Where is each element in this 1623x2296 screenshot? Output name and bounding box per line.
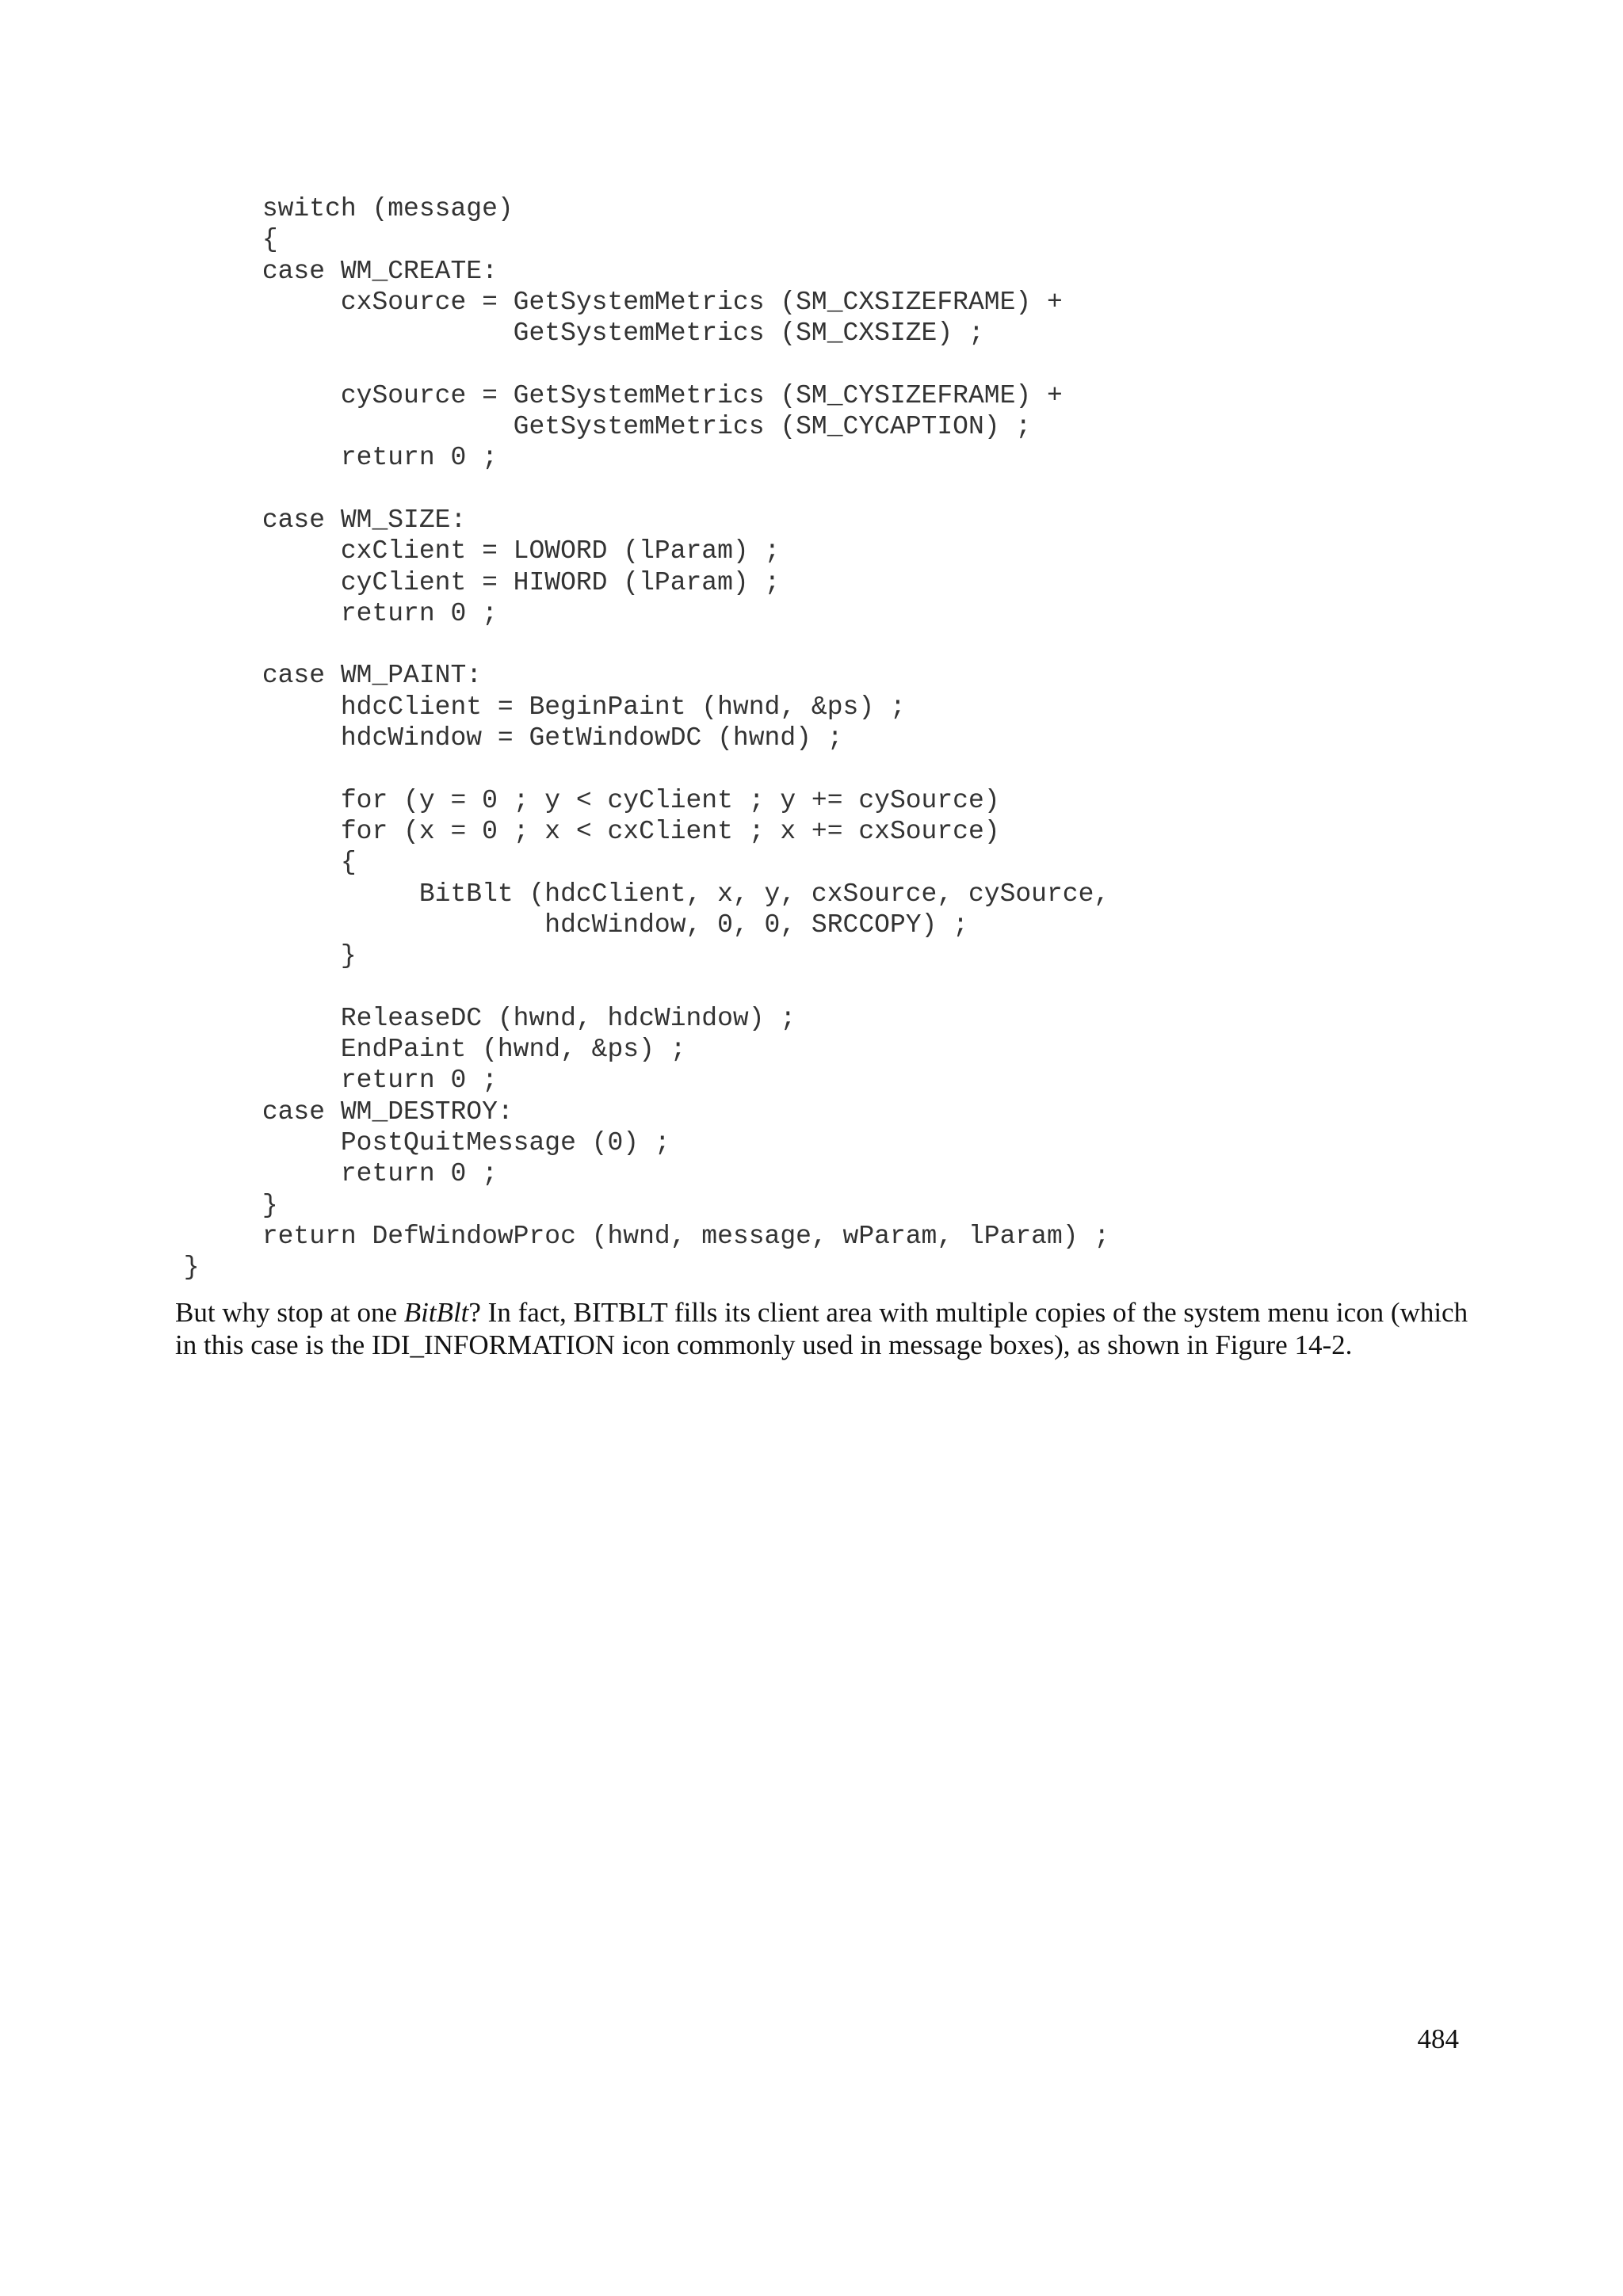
code-line: case WM_SIZE: [168, 505, 467, 535]
code-line [168, 349, 1109, 379]
code-line: cyClient = HIWORD (lParam) ; [168, 567, 781, 597]
code-line: for (x = 0 ; x < cxClient ; x += cxSource) [168, 816, 1000, 846]
code-line: hdcClient = BeginPaint (hwnd, &ps) ; [168, 692, 906, 722]
paragraph-text-start: But why stop at one [175, 1297, 404, 1328]
code-line: ReleaseDC (hwnd, hdcWindow) ; [168, 1003, 796, 1033]
code-line: } [168, 1253, 200, 1283]
code-listing [168, 193, 1109, 1283]
code-line: return DefWindowProc (hwnd, message, wParam, lParam) ; [168, 1221, 1110, 1251]
code-line: GetSystemMetrics (SM_CXSIZE) ; [168, 318, 984, 349]
code-line: return 0 ; [168, 1066, 498, 1096]
code-line: case WM_DESTROY: [168, 1097, 514, 1127]
function-name-italic: BitBlt [403, 1297, 469, 1328]
code-line: hdcWindow = GetWindowDC (hwnd) ; [168, 723, 843, 753]
paragraph-text-end: ? In fact, BITBLT fills its client area with multiple copies of the system menu icon (which in this case is the IDI_INFORMATION icon commonly used in message boxes), as shown in Figure 14-2. [175, 1297, 1468, 1360]
code-line [168, 753, 1109, 784]
code-line: return 0 ; [168, 598, 498, 628]
code-line: case WM_PAINT: [168, 661, 483, 691]
code-line: GetSystemMetrics (SM_CYCAPTION) ; [168, 412, 1032, 442]
code-line: hdcWindow, 0, 0, SRCCOPY) ; [168, 910, 968, 940]
code-line: PostQuitMessage (0) ; [168, 1127, 670, 1158]
code-line [168, 474, 1109, 505]
code-line: { [168, 848, 357, 878]
code-line: switch (message) [168, 194, 514, 223]
body-paragraph [175, 1296, 1483, 1361]
code-line: } [168, 941, 357, 971]
page-number: 484 [1417, 2023, 1459, 2054]
code-line: return 0 ; [168, 443, 498, 473]
code-line: BitBlt (hdcClient, x, y, cxSource, cySource, [168, 879, 1110, 909]
code-line: return 0 ; [168, 1159, 498, 1189]
code-line: { [168, 225, 278, 255]
code-line: for (y = 0 ; y < cyClient ; y += cySource) [168, 785, 1000, 815]
code-line [168, 971, 1109, 1002]
code-line: cxSource = GetSystemMetrics (SM_CXSIZEFRAME) + [168, 287, 1063, 317]
code-line: cySource = GetSystemMetrics (SM_CYSIZEFRAME) + [168, 380, 1063, 410]
code-line: EndPaint (hwnd, &ps) ; [168, 1035, 686, 1065]
code-line: cxClient = LOWORD (lParam) ; [168, 536, 781, 566]
code-line [168, 629, 1109, 660]
code-line: case WM_CREATE: [168, 256, 498, 286]
code-line: } [168, 1190, 278, 1220]
